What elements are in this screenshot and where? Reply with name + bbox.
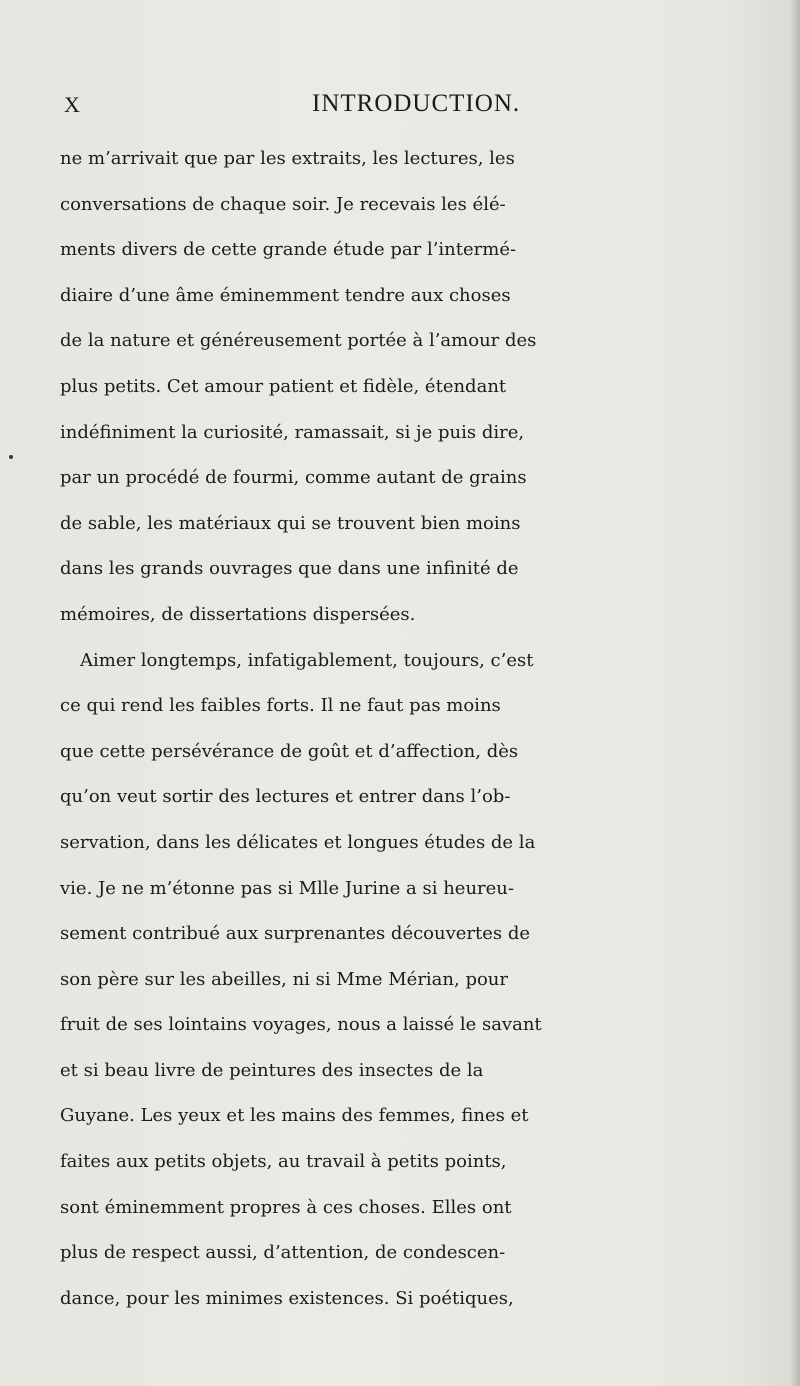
text-line: son père sur les abeilles, ni si Mme Mérian, pour bbox=[60, 968, 509, 990]
text-line: ne m’arrivait que par les extraits, les lectures, les bbox=[60, 148, 515, 169]
text-line: qu’on veut sortir des lectures et entrer dans l’ob- bbox=[60, 786, 511, 808]
text-line: mémoires, de dissertations dispersées. bbox=[60, 603, 416, 625]
page-header bbox=[0, 90, 800, 130]
text-line: et si beau livre de peintures des insectes de la bbox=[60, 1059, 484, 1081]
text-line: sement contribué aux surprenantes découvertes de bbox=[60, 923, 531, 945]
text-line: par un procédé de fourmi, comme autant de grains bbox=[60, 467, 527, 489]
text-line: ments divers de cette grande étude par l’intermé- bbox=[60, 239, 517, 261]
text-line: dans les grands ouvrages que dans une infinité de bbox=[60, 558, 519, 580]
page-number: X bbox=[64, 92, 81, 117]
text-line: Guyane. Les yeux et les mains des femmes, fines et bbox=[60, 1105, 529, 1127]
text-line: conversations de chaque soir. Je recevais les élé- bbox=[60, 193, 506, 215]
text-line: sont éminemment propres à ces choses. Elles ont bbox=[60, 1196, 512, 1218]
page-edge-shadow bbox=[790, 0, 800, 1386]
text-line: fruit de ses lointains voyages, nous a laissé le savant bbox=[60, 1014, 542, 1036]
text-line: faites aux petits objets, au travail à petits points, bbox=[60, 1151, 507, 1173]
text-line: indéfiniment la curiosité, ramassait, si je puis dire, bbox=[60, 421, 525, 443]
paragraph-start-line: Aimer longtemps, infatigablement, toujours, c’est bbox=[80, 649, 534, 671]
text-line: ce qui rend les faibles forts. Il ne faut pas moins bbox=[60, 695, 501, 717]
running-head: INTRODUCTION. bbox=[312, 90, 521, 117]
text-line: diaire d’une âme éminemment tendre aux choses bbox=[60, 284, 511, 306]
text-line: de sable, les matériaux qui se trouvent bien moins bbox=[60, 512, 521, 534]
text-line: plus petits. Cet amour patient et fidèle, étendant bbox=[60, 375, 507, 397]
body-text bbox=[60, 136, 780, 1321]
text-line: de la nature et généreusement portée à l’amour des bbox=[60, 330, 537, 352]
text-line: que cette persévérance de goût et d’affection, dès bbox=[60, 740, 519, 762]
text-line: dance, pour les minimes existences. Si poétiques, bbox=[60, 1287, 514, 1309]
text-line: servation, dans les délicates et longues études de la bbox=[60, 831, 536, 853]
text-line: vie. Je ne m’étonne pas si Mlle Jurine a si heureu- bbox=[60, 877, 514, 899]
margin-speck bbox=[9, 455, 13, 459]
text-line: plus de respect aussi, d’attention, de condescen- bbox=[60, 1242, 506, 1264]
